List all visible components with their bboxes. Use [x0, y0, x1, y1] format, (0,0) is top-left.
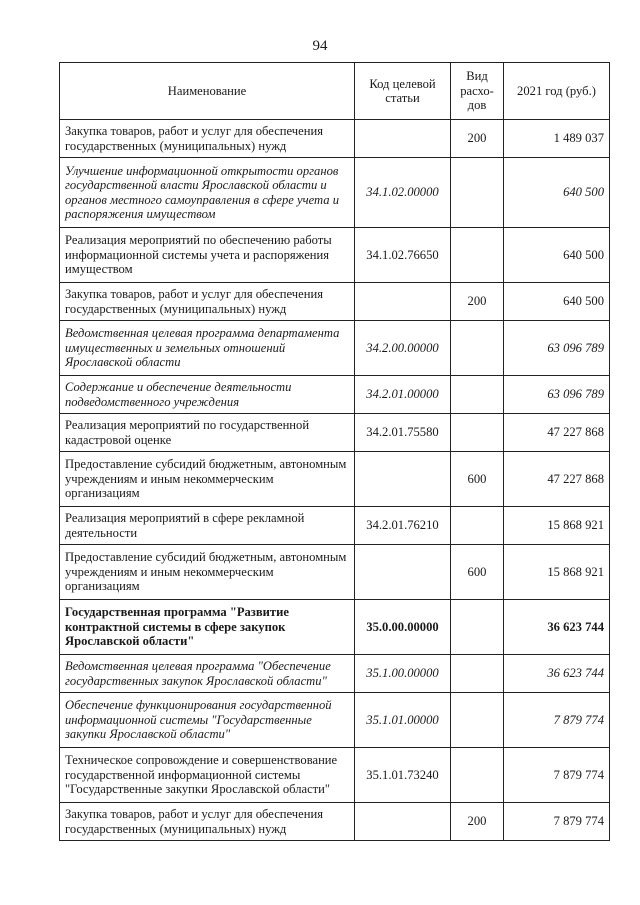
cell-type [451, 600, 504, 655]
cell-code: 34.2.00.00000 [355, 321, 451, 376]
cell-type: 600 [451, 452, 504, 507]
cell-amount: 15 868 921 [504, 545, 610, 600]
table-row [60, 600, 610, 655]
cell-amount: 7 879 774 [504, 748, 610, 803]
cell-name: Реализация мероприятий по обеспечению работы информационной системы учета и распоряжения имуществом [60, 228, 355, 283]
table-row [60, 655, 610, 693]
cell-name: Улучшение информационной открытости органов государственной власти Ярославской области и органов местного самоуправления в сфере учета и распоряжения имуществом [60, 158, 355, 228]
cell-name: Закупка товаров, работ и услуг для обеспечения государственных (муниципальных) нужд [60, 120, 355, 158]
cell-name: Обеспечение функционирования государственной информационной системы "Государственные закупки Ярославской области" [60, 693, 355, 748]
cell-type [451, 693, 504, 748]
table-row [60, 376, 610, 414]
cell-code: 34.1.02.00000 [355, 158, 451, 228]
cell-code [355, 452, 451, 507]
cell-code: 35.1.01.73240 [355, 748, 451, 803]
cell-type: 600 [451, 545, 504, 600]
cell-name: Государственная программа "Развитие контрактной системы в сфере закупок Ярославской области" [60, 600, 355, 655]
cell-type [451, 507, 504, 545]
cell-type [451, 414, 504, 452]
cell-amount: 36 623 744 [504, 600, 610, 655]
cell-code [355, 283, 451, 321]
table-body [60, 120, 610, 841]
table-row [60, 414, 610, 452]
cell-code: 34.2.01.00000 [355, 376, 451, 414]
cell-type [451, 158, 504, 228]
header-name: Наименование [60, 63, 355, 120]
cell-type: 200 [451, 283, 504, 321]
cell-type: 200 [451, 120, 504, 158]
cell-amount: 7 879 774 [504, 803, 610, 841]
cell-amount: 640 500 [504, 228, 610, 283]
cell-type [451, 655, 504, 693]
header-type: Вид расхо-дов [451, 63, 504, 120]
cell-code: 34.2.01.75580 [355, 414, 451, 452]
cell-type [451, 748, 504, 803]
table-row [60, 120, 610, 158]
table-row [60, 693, 610, 748]
table-row [60, 803, 610, 841]
cell-amount: 640 500 [504, 158, 610, 228]
table-row [60, 158, 610, 228]
header-code: Код целевой статьи [355, 63, 451, 120]
cell-name: Предоставление субсидий бюджетным, автономным учреждениям и иным некоммерческим организациям [60, 545, 355, 600]
cell-code [355, 545, 451, 600]
cell-name: Ведомственная целевая программа "Обеспечение государственных закупок Ярославской области" [60, 655, 355, 693]
table-row [60, 283, 610, 321]
cell-amount: 63 096 789 [504, 376, 610, 414]
cell-name: Предоставление субсидий бюджетным, автономным учреждениям и иным некоммерческим организациям [60, 452, 355, 507]
cell-name: Ведомственная целевая программа департамента имущественных и земельных отношений Ярославской области [60, 321, 355, 376]
cell-amount: 47 227 868 [504, 414, 610, 452]
table-row [60, 748, 610, 803]
cell-amount: 7 879 774 [504, 693, 610, 748]
cell-code: 35.0.00.00000 [355, 600, 451, 655]
cell-type: 200 [451, 803, 504, 841]
cell-amount: 640 500 [504, 283, 610, 321]
table-row [60, 507, 610, 545]
cell-type [451, 321, 504, 376]
cell-type [451, 228, 504, 283]
cell-amount: 63 096 789 [504, 321, 610, 376]
budget-table [59, 62, 610, 841]
cell-amount: 1 489 037 [504, 120, 610, 158]
cell-name: Закупка товаров, работ и услуг для обеспечения государственных (муниципальных) нужд [60, 283, 355, 321]
cell-code: 34.2.01.76210 [355, 507, 451, 545]
cell-name: Содержание и обеспечение деятельности подведомственного учреждения [60, 376, 355, 414]
header-amount: 2021 год (руб.) [504, 63, 610, 120]
cell-code: 35.1.00.00000 [355, 655, 451, 693]
cell-code [355, 803, 451, 841]
cell-amount: 47 227 868 [504, 452, 610, 507]
table-row [60, 452, 610, 507]
cell-code [355, 120, 451, 158]
cell-name: Закупка товаров, работ и услуг для обеспечения государственных (муниципальных) нужд [60, 803, 355, 841]
cell-type [451, 376, 504, 414]
header-row [60, 63, 610, 120]
table-row [60, 545, 610, 600]
cell-amount: 36 623 744 [504, 655, 610, 693]
cell-code: 34.1.02.76650 [355, 228, 451, 283]
table-row [60, 228, 610, 283]
cell-name: Реализация мероприятий по государственной кадастровой оценке [60, 414, 355, 452]
cell-name: Реализация мероприятий в сфере рекламной деятельности [60, 507, 355, 545]
cell-amount: 15 868 921 [504, 507, 610, 545]
table-row [60, 321, 610, 376]
cell-name: Техническое сопровождение и совершенствование государственной информационной системы "Государственные закупки Ярославской области" [60, 748, 355, 803]
cell-code: 35.1.01.00000 [355, 693, 451, 748]
page-number: 94 [312, 38, 328, 54]
